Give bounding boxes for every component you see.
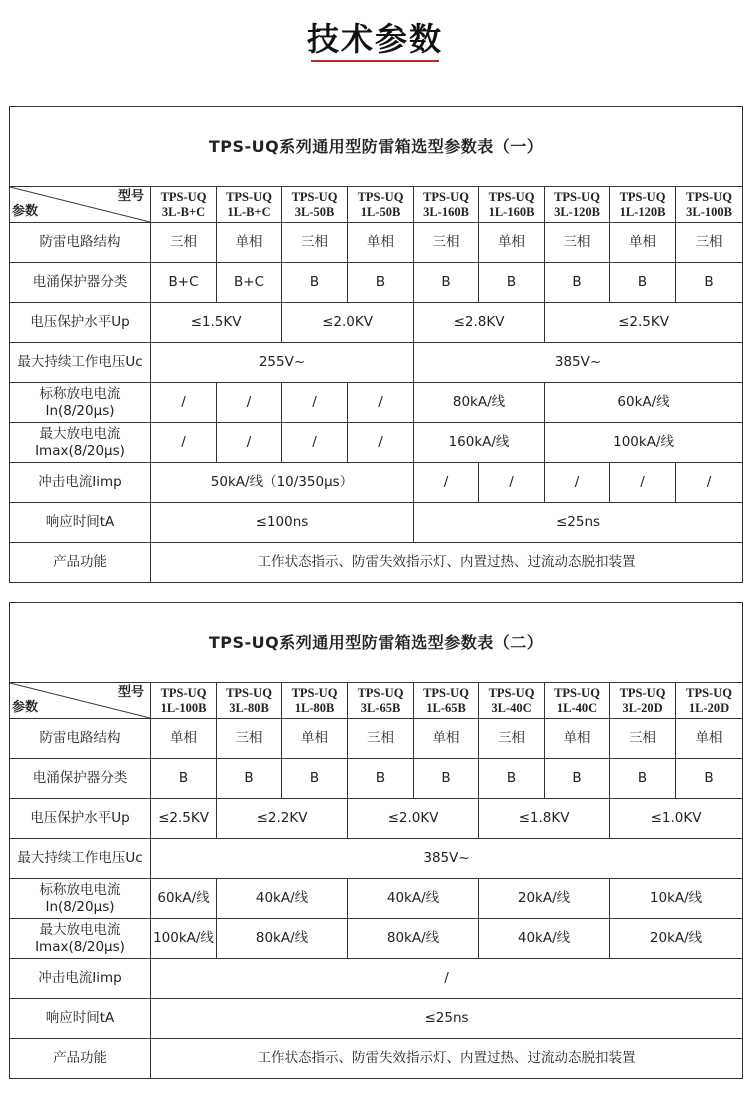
table-cell: 三相 bbox=[414, 223, 479, 263]
table-cell: ≤2.0KV bbox=[348, 799, 479, 839]
row-label-uc: 最大持续工作电压Uc bbox=[10, 343, 151, 383]
table-cell: 三相 bbox=[348, 719, 414, 759]
table-cell: 385V~ bbox=[151, 839, 743, 879]
model-cell: TPS-UQ 3L-65B bbox=[348, 683, 414, 719]
table-cell: / bbox=[217, 383, 282, 423]
model-cell: TPS-UQ 1L-40C bbox=[545, 683, 610, 719]
table-cell: 单相 bbox=[676, 719, 743, 759]
table-cell: 单相 bbox=[151, 719, 217, 759]
table-cell: 工作状态指示、防雷失效指示灯、内置过热、过流动态脱扣装置 bbox=[151, 543, 743, 583]
model-cell: TPS-UQ 1L-100B bbox=[151, 683, 217, 719]
table-cell: 三相 bbox=[545, 223, 610, 263]
model-cell: TPS-UQ 3L-50B bbox=[282, 187, 348, 223]
model-cell: TPS-UQ 1L-80B bbox=[282, 683, 348, 719]
model-header-label: 型号 bbox=[117, 189, 144, 204]
spec-table-1 bbox=[9, 106, 743, 583]
table-cell: / bbox=[151, 383, 217, 423]
table-cell: B bbox=[217, 759, 282, 799]
table-cell: B bbox=[545, 759, 610, 799]
table-cell: / bbox=[676, 463, 743, 503]
table-cell: 60kA/线 bbox=[151, 879, 217, 919]
table-cell: / bbox=[282, 383, 348, 423]
table-cell: 单相 bbox=[414, 719, 479, 759]
table-cell: / bbox=[282, 423, 348, 463]
model-cell: TPS-UQ 1L-160B bbox=[479, 187, 545, 223]
model-cell: TPS-UQ 1L-120B bbox=[610, 187, 676, 223]
table-cell: 80kA/线 bbox=[348, 919, 479, 959]
table-cell: 40kA/线 bbox=[479, 919, 610, 959]
table-cell: / bbox=[151, 959, 743, 999]
table-cell: ≤2.5KV bbox=[545, 303, 743, 343]
row-label-function: 产品功能 bbox=[10, 1039, 151, 1079]
table-cell: ≤2.0KV bbox=[282, 303, 414, 343]
table-cell: 100kA/线 bbox=[151, 919, 217, 959]
table-cell: 工作状态指示、防雷失效指示灯、内置过热、过流动态脱扣装置 bbox=[151, 1039, 743, 1079]
table-cell: 60kA/线 bbox=[545, 383, 743, 423]
model-cell: TPS-UQ 3L-160B bbox=[414, 187, 479, 223]
page-title: 技术参数 bbox=[306, 20, 443, 58]
title-underline bbox=[311, 60, 439, 62]
row-label-category: 电涌保护器分类 bbox=[10, 263, 151, 303]
table-cell: / bbox=[545, 463, 610, 503]
row-label-imax: 最大放电电流 Imax(8/20μs) bbox=[10, 919, 151, 959]
table-caption: TPS-UQ系列通用型防雷箱选型参数表（二） bbox=[10, 603, 743, 683]
table-cell: 160kA/线 bbox=[414, 423, 545, 463]
table-cell: 三相 bbox=[676, 223, 743, 263]
row-label-function: 产品功能 bbox=[10, 543, 151, 583]
table-cell: ≤100ns bbox=[151, 503, 414, 543]
param-header-label: 参数 bbox=[12, 700, 39, 716]
model-cell: TPS-UQ 1L-65B bbox=[414, 683, 479, 719]
table-cell: B bbox=[348, 759, 414, 799]
table-cell: / bbox=[151, 423, 217, 463]
table-cell: 40kA/线 bbox=[348, 879, 479, 919]
table-cell: B bbox=[610, 263, 676, 303]
row-label-up: 电压保护水平Up bbox=[10, 799, 151, 839]
model-cell: TPS-UQ 3L-40C bbox=[479, 683, 545, 719]
table-cell: B bbox=[414, 759, 479, 799]
row-label-up: 电压保护水平Up bbox=[10, 303, 151, 343]
row-label-category: 电涌保护器分类 bbox=[10, 759, 151, 799]
param-header-label: 参数 bbox=[12, 204, 39, 220]
table-cell: / bbox=[348, 383, 414, 423]
table-cell: ≤2.8KV bbox=[414, 303, 545, 343]
row-label-ta: 响应时间tA bbox=[10, 503, 151, 543]
model-cell: TPS-UQ 3L-120B bbox=[545, 187, 610, 223]
row-label-ta: 响应时间tA bbox=[10, 999, 151, 1039]
table-cell: B bbox=[479, 759, 545, 799]
table-cell: B bbox=[414, 263, 479, 303]
table-cell: 三相 bbox=[151, 223, 217, 263]
table-cell: B bbox=[348, 263, 414, 303]
table-cell: ≤25ns bbox=[151, 999, 743, 1039]
table-cell: B+C bbox=[217, 263, 282, 303]
table-cell: 20kA/线 bbox=[610, 919, 743, 959]
table-cell: B bbox=[610, 759, 676, 799]
table-cell: 20kA/线 bbox=[479, 879, 610, 919]
table-cell: 255V~ bbox=[151, 343, 414, 383]
model-cell: TPS-UQ 3L-100B bbox=[676, 187, 743, 223]
table-cell: 100kA/线 bbox=[545, 423, 743, 463]
table-cell: / bbox=[348, 423, 414, 463]
table-cell: 三相 bbox=[217, 719, 282, 759]
table-caption: TPS-UQ系列通用型防雷箱选型参数表（一） bbox=[10, 107, 743, 187]
table-cell: B bbox=[676, 263, 743, 303]
table-cell: / bbox=[217, 423, 282, 463]
model-header-label: 型号 bbox=[117, 685, 144, 700]
table-cell: B bbox=[151, 759, 217, 799]
header-diagonal-cell bbox=[10, 683, 151, 719]
table-cell: 40kA/线 bbox=[217, 879, 348, 919]
row-label-iimp: 冲击电流Iimp bbox=[10, 959, 151, 999]
model-cell: TPS-UQ 3L-20D bbox=[610, 683, 676, 719]
table-cell: B bbox=[676, 759, 743, 799]
table-cell: ≤2.2KV bbox=[217, 799, 348, 839]
row-label-in: 标称放电电流 In(8/20μs) bbox=[10, 383, 151, 423]
model-cell: TPS-UQ 1L-B+C bbox=[217, 187, 282, 223]
table-cell: 10kA/线 bbox=[610, 879, 743, 919]
table-cell: 单相 bbox=[479, 223, 545, 263]
table-cell: 三相 bbox=[282, 223, 348, 263]
table-cell: B+C bbox=[151, 263, 217, 303]
table-cell: 三相 bbox=[610, 719, 676, 759]
row-label-iimp: 冲击电流Iimp bbox=[10, 463, 151, 503]
table-cell: 单相 bbox=[348, 223, 414, 263]
model-cell: TPS-UQ 3L-B+C bbox=[151, 187, 217, 223]
model-cell: TPS-UQ 1L-50B bbox=[348, 187, 414, 223]
row-label-imax: 最大放电电流 Imax(8/20μs) bbox=[10, 423, 151, 463]
table-cell: ≤25ns bbox=[414, 503, 743, 543]
table-cell: B bbox=[545, 263, 610, 303]
table-cell: / bbox=[414, 463, 479, 503]
table-cell: 单相 bbox=[217, 223, 282, 263]
table-cell: B bbox=[282, 759, 348, 799]
table-cell: / bbox=[610, 463, 676, 503]
row-label-in: 标称放电电流 In(8/20μs) bbox=[10, 879, 151, 919]
row-label-structure: 防雷电路结构 bbox=[10, 719, 151, 759]
table-cell: 80kA/线 bbox=[217, 919, 348, 959]
table-cell: ≤1.5KV bbox=[151, 303, 282, 343]
row-label-uc: 最大持续工作电压Uc bbox=[10, 839, 151, 879]
table-cell: ≤2.5KV bbox=[151, 799, 217, 839]
model-cell: TPS-UQ 3L-80B bbox=[217, 683, 282, 719]
spec-table-2 bbox=[9, 602, 743, 1079]
table-cell: 单相 bbox=[610, 223, 676, 263]
table-cell: B bbox=[479, 263, 545, 303]
table-cell: 385V~ bbox=[414, 343, 743, 383]
table-cell: B bbox=[282, 263, 348, 303]
table-cell: 三相 bbox=[479, 719, 545, 759]
table-cell: ≤1.0KV bbox=[610, 799, 743, 839]
table-cell: 单相 bbox=[545, 719, 610, 759]
table-cell: 单相 bbox=[282, 719, 348, 759]
row-label-structure: 防雷电路结构 bbox=[10, 223, 151, 263]
model-cell: TPS-UQ 1L-20D bbox=[676, 683, 743, 719]
header-diagonal-cell bbox=[10, 187, 151, 223]
table-cell: ≤1.8KV bbox=[479, 799, 610, 839]
table-cell: / bbox=[479, 463, 545, 503]
table-cell: 50kA/线（10/350μs） bbox=[151, 463, 414, 503]
table-cell: 80kA/线 bbox=[414, 383, 545, 423]
